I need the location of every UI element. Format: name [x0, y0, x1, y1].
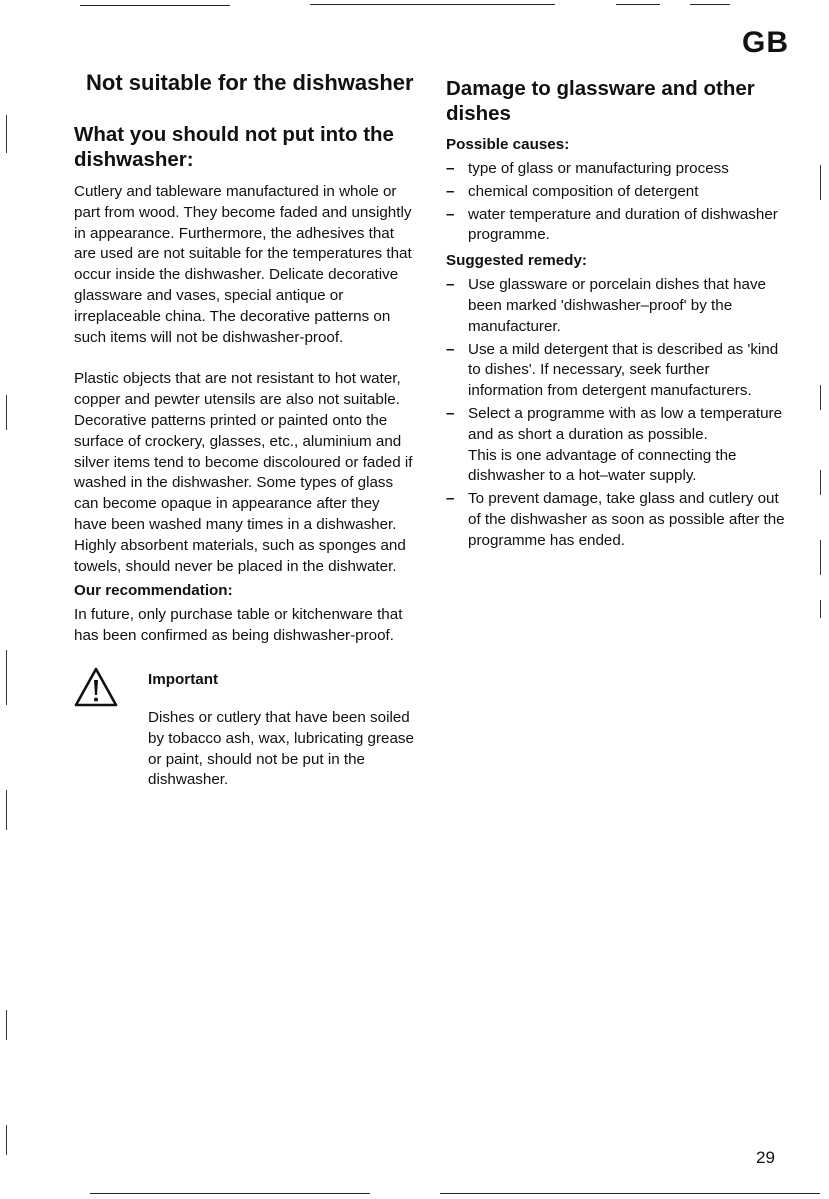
right-edge-mark	[820, 600, 821, 618]
bottom-scan-line	[90, 1193, 370, 1194]
right-edge-mark	[820, 470, 821, 495]
damage-section-title: Damage to glassware and other dishes	[446, 77, 755, 125]
left-edge-mark	[6, 1010, 7, 1040]
paragraph-wood-items: Cutlery and tableware manufactured in whole or part from wood. They become faded and unsightly in appearance. Furthermore, the adhesives that are used are not suitable for the temperatures that occur inside the dishwasher. Delicate decorative glassware and vases, special antique or irreplaceable china. The decorative patterns on such items will not be dishwasher-proof.	[74, 183, 412, 346]
page-number: 29	[756, 1148, 775, 1167]
causes-list	[446, 159, 786, 246]
left-edge-mark	[6, 395, 7, 430]
paragraph-plastic-items: Plastic objects that are not resistant to hot water, copper and pewter utensils are also not suitable. Decorative patterns printed or painted onto the surface of crockery, glasses, etc., aluminium and silver items tend to become discoloured or faded if washed in the dishwasher. Some types of glass can become opaque in appearance after they have been washed many times in a dishwasher. Highly absorbent materials, such as sponges and towels, should never be placed in the dishwater.	[74, 370, 413, 575]
right-edge-mark	[820, 165, 821, 200]
left-edge-mark	[6, 115, 7, 153]
causes-label: Possible causes:	[446, 136, 570, 153]
section-subtitle: What you should not put into the dishwasher:	[74, 123, 394, 171]
left-edge-mark	[6, 1125, 7, 1155]
list-item: – Use a mild detergent that is described as 'kind to dishes'. If necessary, seek further information from detergent manufacturers.	[446, 340, 786, 402]
list-item: – Select a programme with as low a temperature and as short a duration as possible. This is one advantage of connecting the dishwasher to a hot–water supply.	[446, 404, 786, 487]
left-column	[74, 70, 414, 791]
top-scan-line	[80, 5, 230, 6]
important-text: Dishes or cutlery that have been soiled by tobacco ash, wax, lubricating grease or paint, should not be put in the dishwasher.	[148, 708, 414, 789]
right-column	[446, 76, 786, 556]
recommendation-text: In future, only purchase table or kitchenware that has been confirmed as being dishwasher-proof.	[74, 606, 403, 645]
top-scan-line	[310, 4, 555, 5]
left-edge-mark	[6, 650, 7, 705]
list-item: – Use glassware or porcelain dishes that have been marked 'dishwasher–proof' by the manufacturer.	[446, 275, 786, 337]
left-edge-mark	[6, 790, 7, 830]
top-scan-line	[616, 4, 660, 5]
remedies-list	[446, 275, 786, 551]
list-item: – To prevent damage, take glass and cutlery out of the dishwasher as soon as possible after the programme has ended.	[446, 489, 786, 551]
top-scan-line	[690, 4, 730, 5]
important-notice	[74, 667, 414, 791]
bottom-scan-line	[440, 1193, 820, 1194]
language-code: GB	[742, 26, 789, 59]
right-edge-mark	[820, 540, 821, 575]
remedy-label: Suggested remedy:	[446, 252, 587, 270]
list-item: – chemical composition of detergent	[446, 182, 786, 203]
right-edge-mark	[820, 385, 821, 410]
recommendation-label: Our recommendation:	[74, 582, 233, 600]
important-label: Important	[148, 670, 219, 688]
list-item: – type of glass or manufacturing process	[446, 159, 786, 180]
list-item: – water temperature and duration of dishwasher programme.	[446, 205, 786, 247]
section-title: Not suitable for the dishwasher	[86, 70, 414, 95]
warning-triangle-icon	[74, 667, 118, 707]
